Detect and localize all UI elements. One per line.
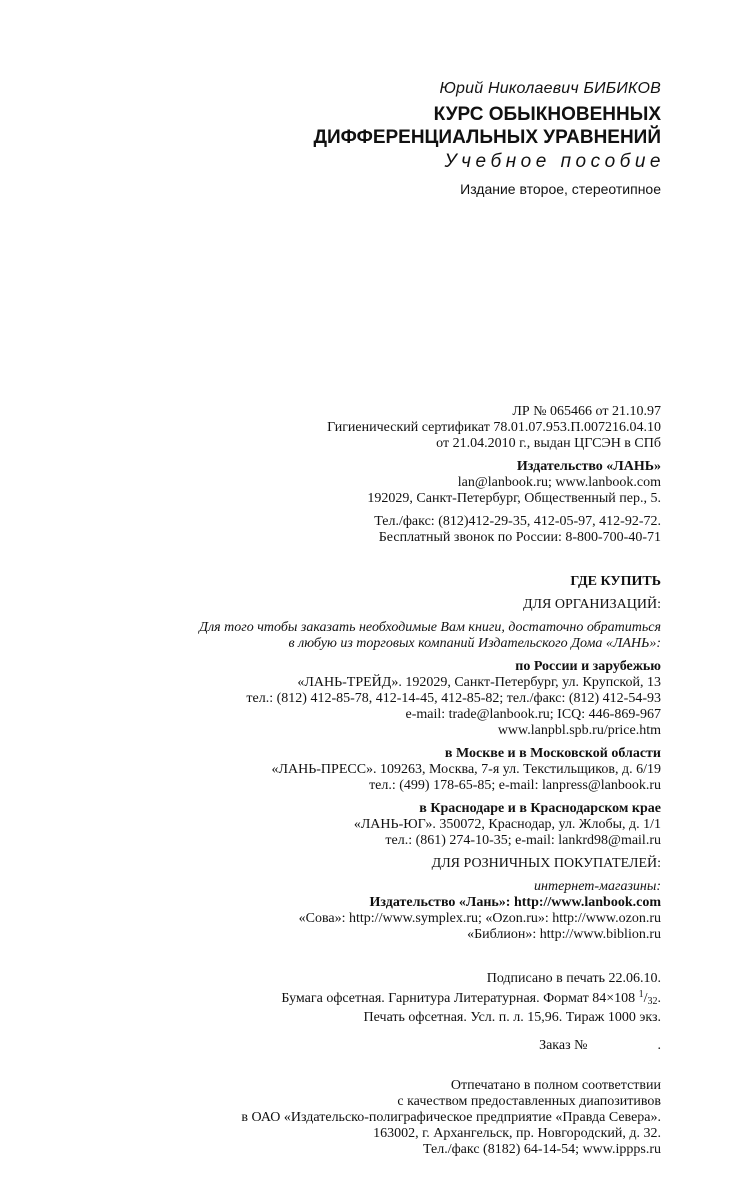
where-to-buy-heading: ГДЕ КУПИТЬ xyxy=(570,574,661,589)
imprint-block xyxy=(61,404,661,1158)
title-block xyxy=(61,78,665,199)
region-krasnodar xyxy=(61,801,661,849)
book-title-line-2: ДИФФЕРЕНЦИАЛЬНЫХ УРАВНЕНИЙ xyxy=(313,127,661,148)
publisher-phone: Тел./факс: (812)412-29-35, 412-05-97, 412-92-72. xyxy=(374,514,661,529)
format-fraction-numerator: 1 xyxy=(638,989,644,1000)
order-number xyxy=(61,1038,661,1054)
paper-format xyxy=(61,987,661,1010)
region-heading: в Москве и в Московской области xyxy=(444,746,661,761)
where-to-buy-section xyxy=(61,574,661,943)
region-line: «ЛАНЬ-ТРЕЙД». 192029, Санкт-Петербург, ул. Крупской, 13 xyxy=(297,675,661,690)
print-details xyxy=(61,971,661,1054)
order-number-label: Заказ № xyxy=(539,1038,588,1053)
license-number: ЛР № 065466 от 21.10.97 xyxy=(512,404,661,419)
region-russia xyxy=(61,659,661,739)
online-stores-label: интернет-магазины: xyxy=(534,879,661,894)
edition-note: Издание второе, стереотипное xyxy=(460,181,661,197)
online-store-publisher: Издательство «Лань»: http://www.lanbook.com xyxy=(369,895,661,910)
organizations-heading: ДЛЯ ОРГАНИЗАЦИЙ: xyxy=(522,597,661,612)
print-run: Печать офсетная. Усл. п. л. 15,96. Тираж 1000 экз. xyxy=(363,1010,661,1025)
region-line: тел.: (861) 274-10-35; e-mail: lankrd98@mail.ru xyxy=(385,833,661,848)
printer-name: в ОАО «Издательско-полиграфическое предприятие «Правда Севера». xyxy=(241,1110,661,1125)
region-line: тел.: (499) 178-65-85; e-mail: lanpress@lanbook.ru xyxy=(369,778,661,793)
region-line: www.lanpbl.spb.ru/price.htm xyxy=(497,723,661,738)
region-line: «ЛАНЬ-ЮГ». 350072, Краснодар, ул. Жлобы, д. 1/1 xyxy=(353,817,661,832)
online-store-line: «Библион»: http://www.biblion.ru xyxy=(467,927,661,942)
book-title-line-1: КУРС ОБЫКНОВЕННЫХ xyxy=(433,104,661,125)
publisher-info xyxy=(61,459,661,546)
order-number-end: . xyxy=(657,1038,661,1053)
region-line: тел.: (812) 412-85-78, 412-14-45, 412-85-82; тел./факс: (812) 412-54-93 xyxy=(246,691,661,706)
publisher-contacts: lan@lanbook.ru; www.lanbook.com xyxy=(457,475,661,490)
hygiene-certificate: Гигиенический сертификат 78.01.07.953.П.007216.04.10 xyxy=(327,420,661,435)
region-line: «ЛАНЬ-ПРЕСС». 109263, Москва, 7-я ул. Текстильщиков, д. 6/19 xyxy=(271,762,661,777)
license-info xyxy=(61,404,661,452)
format-fraction-separator: / xyxy=(643,991,648,1006)
hygiene-certificate-date: от 21.04.2010 г., выдан ЦГСЭН в СПб xyxy=(436,436,661,451)
retail-heading: ДЛЯ РОЗНИЧНЫХ ПОКУПАТЕЛЕЙ: xyxy=(431,856,661,871)
printer-info xyxy=(61,1078,661,1158)
region-line: e-mail: trade@lanbook.ru; ICQ: 446-869-967 xyxy=(405,707,661,722)
book-title xyxy=(61,103,661,149)
paper-format-text: Бумага офсетная. Гарнитура Литературная. Формат 84×108 xyxy=(281,991,639,1006)
publisher-address: 192029, Санкт-Петербург, Общественный пер., 5. xyxy=(367,491,661,506)
author-name: Юрий Николаевич БИБИКОВ xyxy=(439,80,661,97)
format-fraction-denominator: 32 xyxy=(647,996,658,1007)
order-intro-line-2: в любую из торговых компаний Издательского Дома «ЛАНЬ»: xyxy=(288,636,661,651)
online-store-line: «Сова»: http://www.symplex.ru; «Ozon.ru»: http://www.ozon.ru xyxy=(298,911,661,926)
region-heading: в Краснодаре и в Краснодарском крае xyxy=(419,801,661,816)
printer-address: 163002, г. Архангельск, пр. Новгородский, д. 32. xyxy=(373,1126,661,1141)
signed-for-print: Подписано в печать 22.06.10. xyxy=(486,971,661,986)
order-intro-line-1: Для того чтобы заказать необходимые Вам книги, достаточно обратиться xyxy=(199,620,661,635)
book-subtitle: Учебное пособие xyxy=(444,151,665,172)
publisher-free-call: Бесплатный звонок по России: 8-800-700-40-71 xyxy=(378,530,661,545)
printer-line: Отпечатано в полном соответствии xyxy=(450,1078,661,1093)
publisher-name: Издательство «ЛАНЬ» xyxy=(516,459,661,474)
region-heading: по России и зарубежью xyxy=(515,659,661,674)
printer-contacts: Тел./факс (8182) 64-14-54; www.ippps.ru xyxy=(422,1142,661,1157)
printer-line: с качеством предоставленных диапозитивов xyxy=(397,1094,661,1109)
paper-format-end: . xyxy=(657,991,661,1006)
region-moscow xyxy=(61,746,661,794)
